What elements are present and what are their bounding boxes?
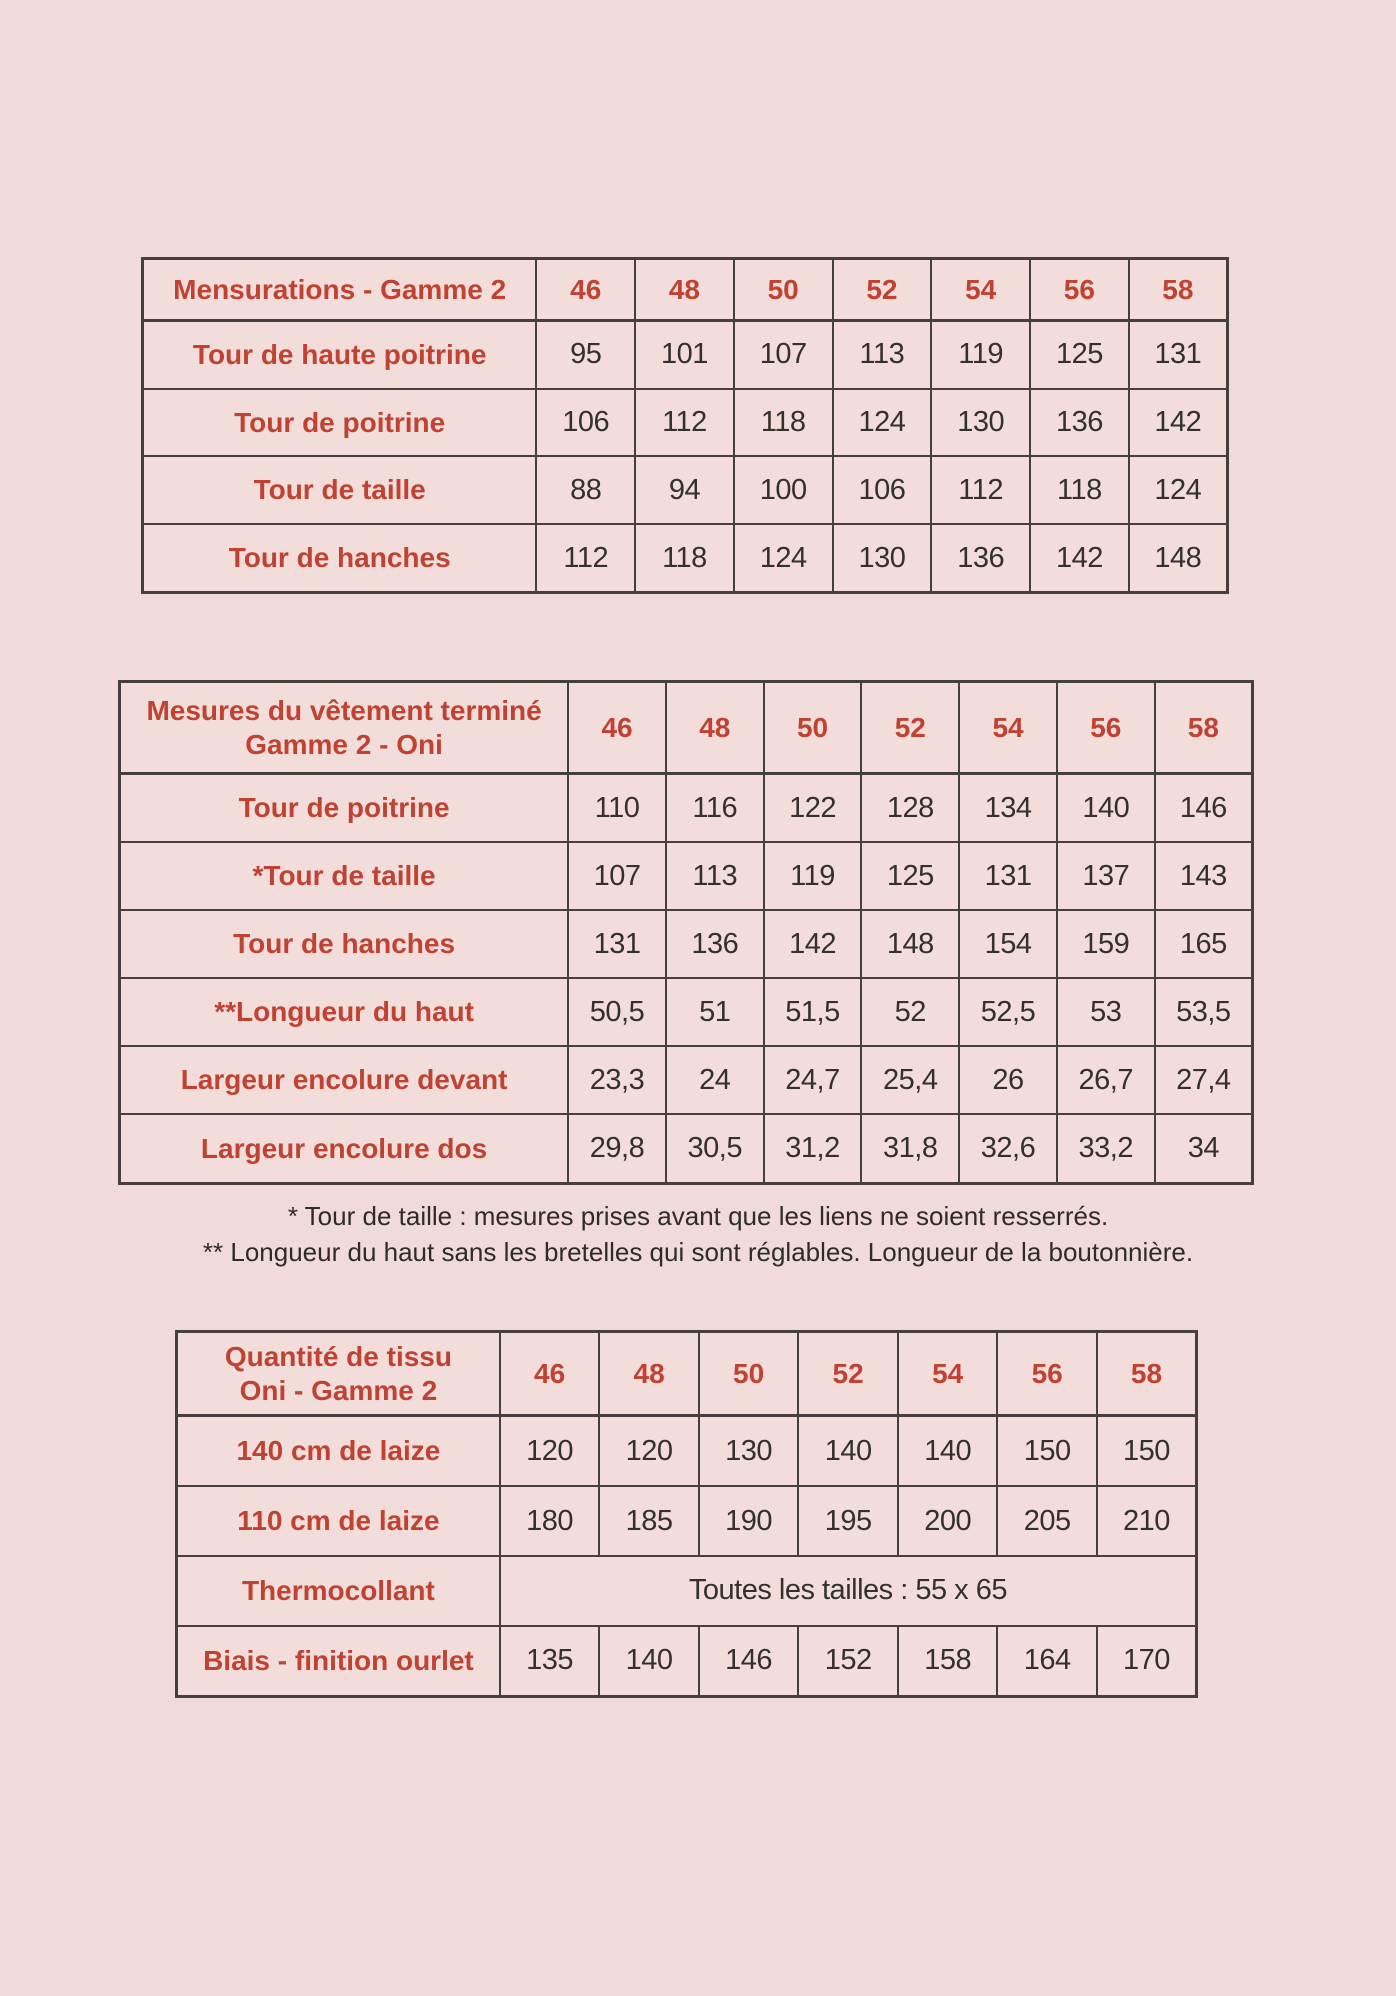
value-cell: 154 [959,910,1057,978]
value-cell: 143 [1155,842,1253,910]
value-cell: 118 [635,524,734,593]
footnote-top-length: ** Longueur du haut sans les bretelles qui sont réglables. Longueur de la boutonnière. [202,1237,1194,1267]
value-cell: 112 [536,524,635,593]
row-label-cell: Tour de hanches [120,910,569,978]
table-row [177,1416,1197,1487]
size-column-header: 54 [898,1332,998,1416]
row-label-cell: Tour de hanches [143,524,537,593]
value-cell: 135 [500,1626,600,1697]
value-cell: 210 [1097,1486,1197,1556]
size-column-header: 50 [764,682,862,774]
size-column-header: 46 [500,1332,600,1416]
value-cell: 148 [861,910,959,978]
table-title-cell: Mensurations - Gamme 2 [143,259,537,321]
row-label-cell: Tour de taille [143,456,537,524]
table-header-row [177,1332,1197,1416]
value-cell: 124 [734,524,833,593]
size-column-header: 48 [635,259,734,321]
value-cell: 140 [1057,774,1155,843]
size-column-header: 46 [568,682,666,774]
fabric-quantity-table [175,1330,1198,1698]
value-cell: 124 [1129,456,1228,524]
value-cell: 130 [931,389,1030,457]
value-cell: 146 [699,1626,799,1697]
value-cell: 32,6 [959,1114,1057,1183]
value-cell: 119 [931,321,1030,389]
value-cell: 128 [861,774,959,843]
value-cell: 131 [568,910,666,978]
value-cell: 136 [931,524,1030,593]
table-row [143,389,1228,457]
size-column-header: 52 [798,1332,898,1416]
table-row [120,1114,1253,1183]
size-column-header: 54 [931,259,1030,321]
value-cell: 50,5 [568,978,666,1046]
row-label-cell: Largeur encolure devant [120,1046,569,1114]
value-cell: 131 [1129,321,1228,389]
value-cell: 110 [568,774,666,843]
size-column-header: 54 [959,682,1057,774]
row-label-cell: 110 cm de laize [177,1486,500,1556]
row-label-cell: Biais - finition ourlet [177,1626,500,1697]
body-measurements-table-container [141,257,1229,594]
value-cell: 100 [734,456,833,524]
value-cell: 152 [798,1626,898,1697]
size-column-header: 48 [599,1332,699,1416]
table-row [177,1556,1197,1626]
table-row [143,456,1228,524]
value-cell: 136 [666,910,764,978]
value-cell: 88 [536,456,635,524]
row-label-cell: **Longueur du haut [120,978,569,1046]
value-cell: 158 [898,1626,998,1697]
row-label-cell: 140 cm de laize [177,1416,500,1487]
footnote-waist: * Tour de taille : mesures prises avant que les liens ne soient resserrés. [287,1201,1109,1231]
value-cell: 125 [861,842,959,910]
table-title-cell: Quantité de tissu Oni - Gamme 2 [177,1332,500,1416]
value-cell: 95 [536,321,635,389]
value-cell: 116 [666,774,764,843]
size-column-header: 56 [997,1332,1097,1416]
value-cell: 107 [568,842,666,910]
value-cell: 106 [536,389,635,457]
size-column-header: 58 [1097,1332,1197,1416]
value-cell: 142 [1129,389,1228,457]
size-column-header: 52 [861,682,959,774]
table-row [120,774,1253,843]
value-cell: 112 [635,389,734,457]
table-row [177,1626,1197,1697]
value-cell: 180 [500,1486,600,1556]
value-cell: 26,7 [1057,1046,1155,1114]
table-row [120,978,1253,1046]
value-cell: 30,5 [666,1114,764,1183]
row-label-cell: Tour de poitrine [120,774,569,843]
value-cell: 94 [635,456,734,524]
row-label-cell: Thermocollant [177,1556,500,1626]
table-row [120,842,1253,910]
size-column-header: 56 [1030,259,1129,321]
value-cell: 122 [764,774,862,843]
row-label-cell: Largeur encolure dos [120,1114,569,1183]
table-header-row [143,259,1228,321]
value-cell: 51,5 [764,978,862,1046]
value-cell: 101 [635,321,734,389]
value-cell: 140 [898,1416,998,1487]
value-cell: 130 [833,524,932,593]
value-cell: 185 [599,1486,699,1556]
row-label-cell: *Tour de taille [120,842,569,910]
value-cell: 195 [798,1486,898,1556]
value-cell: 130 [699,1416,799,1487]
body-measurements-table [141,257,1229,594]
value-cell: 118 [734,389,833,457]
size-column-header: 46 [536,259,635,321]
size-column-header: 50 [734,259,833,321]
finished-garment-table [118,680,1254,1185]
value-cell: 142 [1030,524,1129,593]
row-label-cell: Tour de poitrine [143,389,537,457]
value-cell: 134 [959,774,1057,843]
value-cell: 26 [959,1046,1057,1114]
footnotes [0,1198,1396,1270]
table-title-cell: Mesures du vêtement terminé Gamme 2 - Oni [120,682,569,774]
table-row [143,321,1228,389]
value-cell: 24,7 [764,1046,862,1114]
value-cell: 25,4 [861,1046,959,1114]
value-cell: 113 [833,321,932,389]
value-cell: 52,5 [959,978,1057,1046]
value-cell: 125 [1030,321,1129,389]
value-cell: 51 [666,978,764,1046]
value-cell: 112 [931,456,1030,524]
value-cell: 29,8 [568,1114,666,1183]
value-cell: 170 [1097,1626,1197,1697]
size-column-header: 50 [699,1332,799,1416]
value-cell: 53,5 [1155,978,1253,1046]
value-cell: 113 [666,842,764,910]
finished-garment-table-container [118,680,1254,1185]
value-cell: 53 [1057,978,1155,1046]
value-cell: 52 [861,978,959,1046]
value-cell: 33,2 [1057,1114,1155,1183]
size-column-header: 56 [1057,682,1155,774]
value-cell: 150 [1097,1416,1197,1487]
value-cell: 136 [1030,389,1129,457]
table-row [120,1046,1253,1114]
value-cell: 120 [500,1416,600,1487]
value-cell: 205 [997,1486,1097,1556]
value-cell: 124 [833,389,932,457]
value-cell: 23,3 [568,1046,666,1114]
value-cell: 146 [1155,774,1253,843]
table-header-row [120,682,1253,774]
value-cell: 24 [666,1046,764,1114]
value-cell: 120 [599,1416,699,1487]
value-cell: 106 [833,456,932,524]
table-row [177,1486,1197,1556]
value-cell: 31,8 [861,1114,959,1183]
size-column-header: 58 [1129,259,1228,321]
value-cell: 34 [1155,1114,1253,1183]
value-cell: 190 [699,1486,799,1556]
value-cell: 142 [764,910,862,978]
value-cell: 27,4 [1155,1046,1253,1114]
value-cell: 119 [764,842,862,910]
value-cell: 148 [1129,524,1228,593]
row-label-cell: Tour de haute poitrine [143,321,537,389]
value-cell: 165 [1155,910,1253,978]
size-column-header: 48 [666,682,764,774]
size-column-header: 52 [833,259,932,321]
value-cell: 140 [798,1416,898,1487]
value-cell: 131 [959,842,1057,910]
table-row [143,524,1228,593]
size-column-header: 58 [1155,682,1253,774]
all-sizes-value-cell: Toutes les tailles : 55 x 65 [500,1556,1197,1626]
value-cell: 140 [599,1626,699,1697]
table-row [120,910,1253,978]
value-cell: 164 [997,1626,1097,1697]
fabric-quantity-table-container [175,1330,1198,1698]
value-cell: 200 [898,1486,998,1556]
value-cell: 137 [1057,842,1155,910]
value-cell: 118 [1030,456,1129,524]
value-cell: 159 [1057,910,1155,978]
value-cell: 150 [997,1416,1097,1487]
value-cell: 31,2 [764,1114,862,1183]
value-cell: 107 [734,321,833,389]
